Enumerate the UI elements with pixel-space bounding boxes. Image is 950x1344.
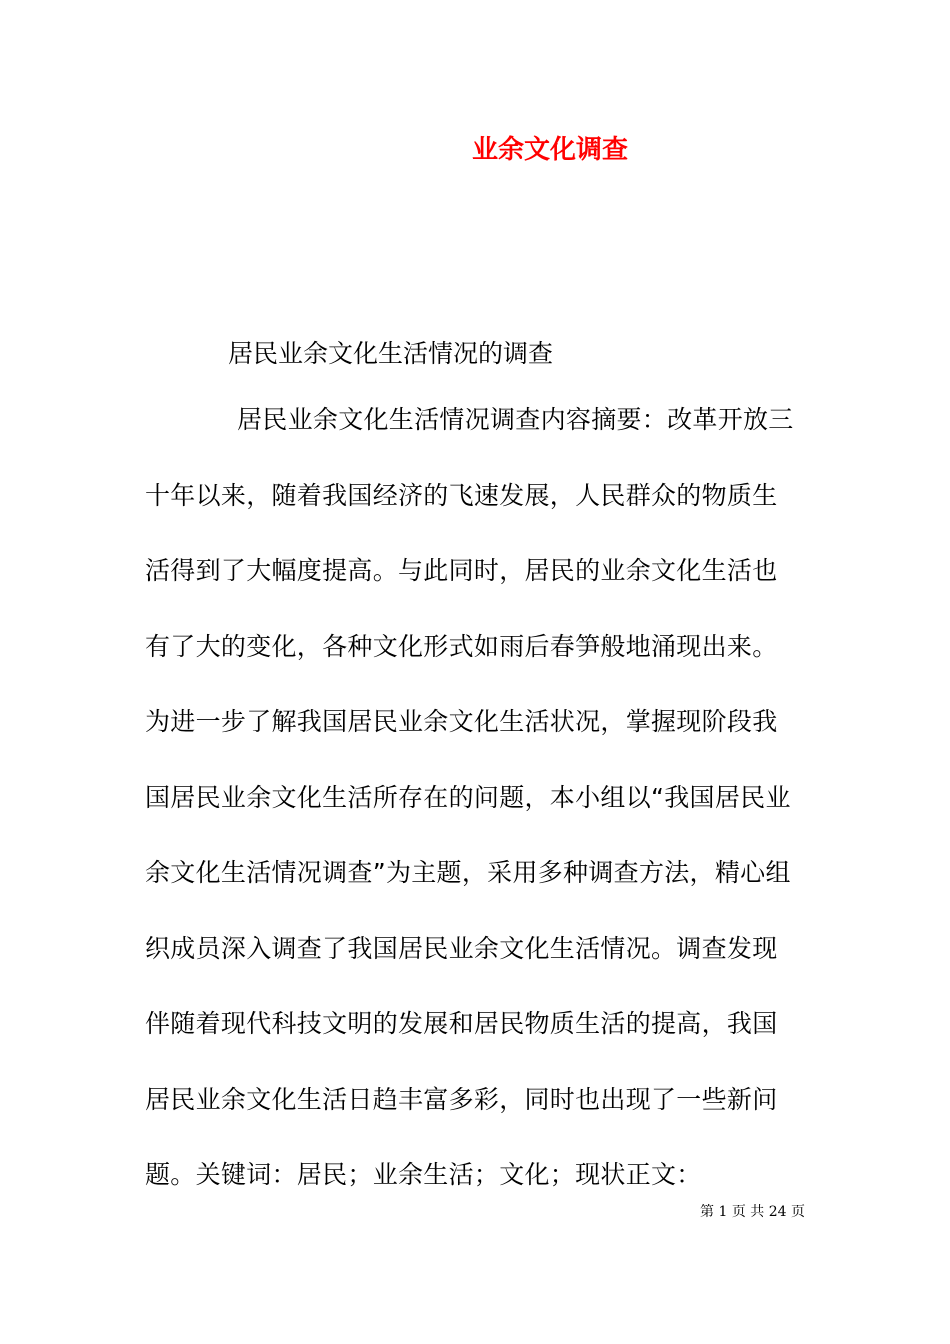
paragraph-line: 织成员深入调查了我国居民业余文化生活情况。调查发现 <box>145 933 778 963</box>
paragraph-line: 为进一步了解我国居民业余文化生活状况，掌握现阶段我 <box>145 707 778 736</box>
paragraph-line: 有了大的变化，各种文化形式如雨后春笋般地涌现出来。 <box>145 631 778 661</box>
document-subtitle: 居民业余文化生活情况的调查 <box>228 339 554 368</box>
document-title: 业余文化调查 <box>471 135 628 165</box>
paragraph-line: 居民业余文化生活日趋丰富多彩，同时也出现了一些新问 <box>145 1084 778 1114</box>
paragraph-line: 活得到了大幅度提高。与此同时，居民的业余文化生活也 <box>145 556 778 585</box>
paragraph-line: 题。关键词：居民；业余生活；文化；现状正文： <box>145 1160 702 1189</box>
paragraph-line: 十年以来，随着我国经济的飞速发展，人民群众的物质生 <box>145 480 778 510</box>
paragraph-line: 国居民业余文化生活所存在的问题，本小组以“我国居民业 <box>145 782 791 812</box>
abstract-paragraph <box>145 396 810 1227</box>
paragraph-line: 余文化生活情况调查”为主题，采用多种调查方法，精心组 <box>145 858 791 887</box>
paragraph-line: 伴随着现代科技文明的发展和居民物质生活的提高，我国 <box>145 1009 778 1038</box>
paragraph-line: 居民业余文化生活情况调查内容摘要：改革开放三 <box>237 405 794 434</box>
page-number-footer: 第 1 页 共 24 页 <box>700 1204 805 1220</box>
